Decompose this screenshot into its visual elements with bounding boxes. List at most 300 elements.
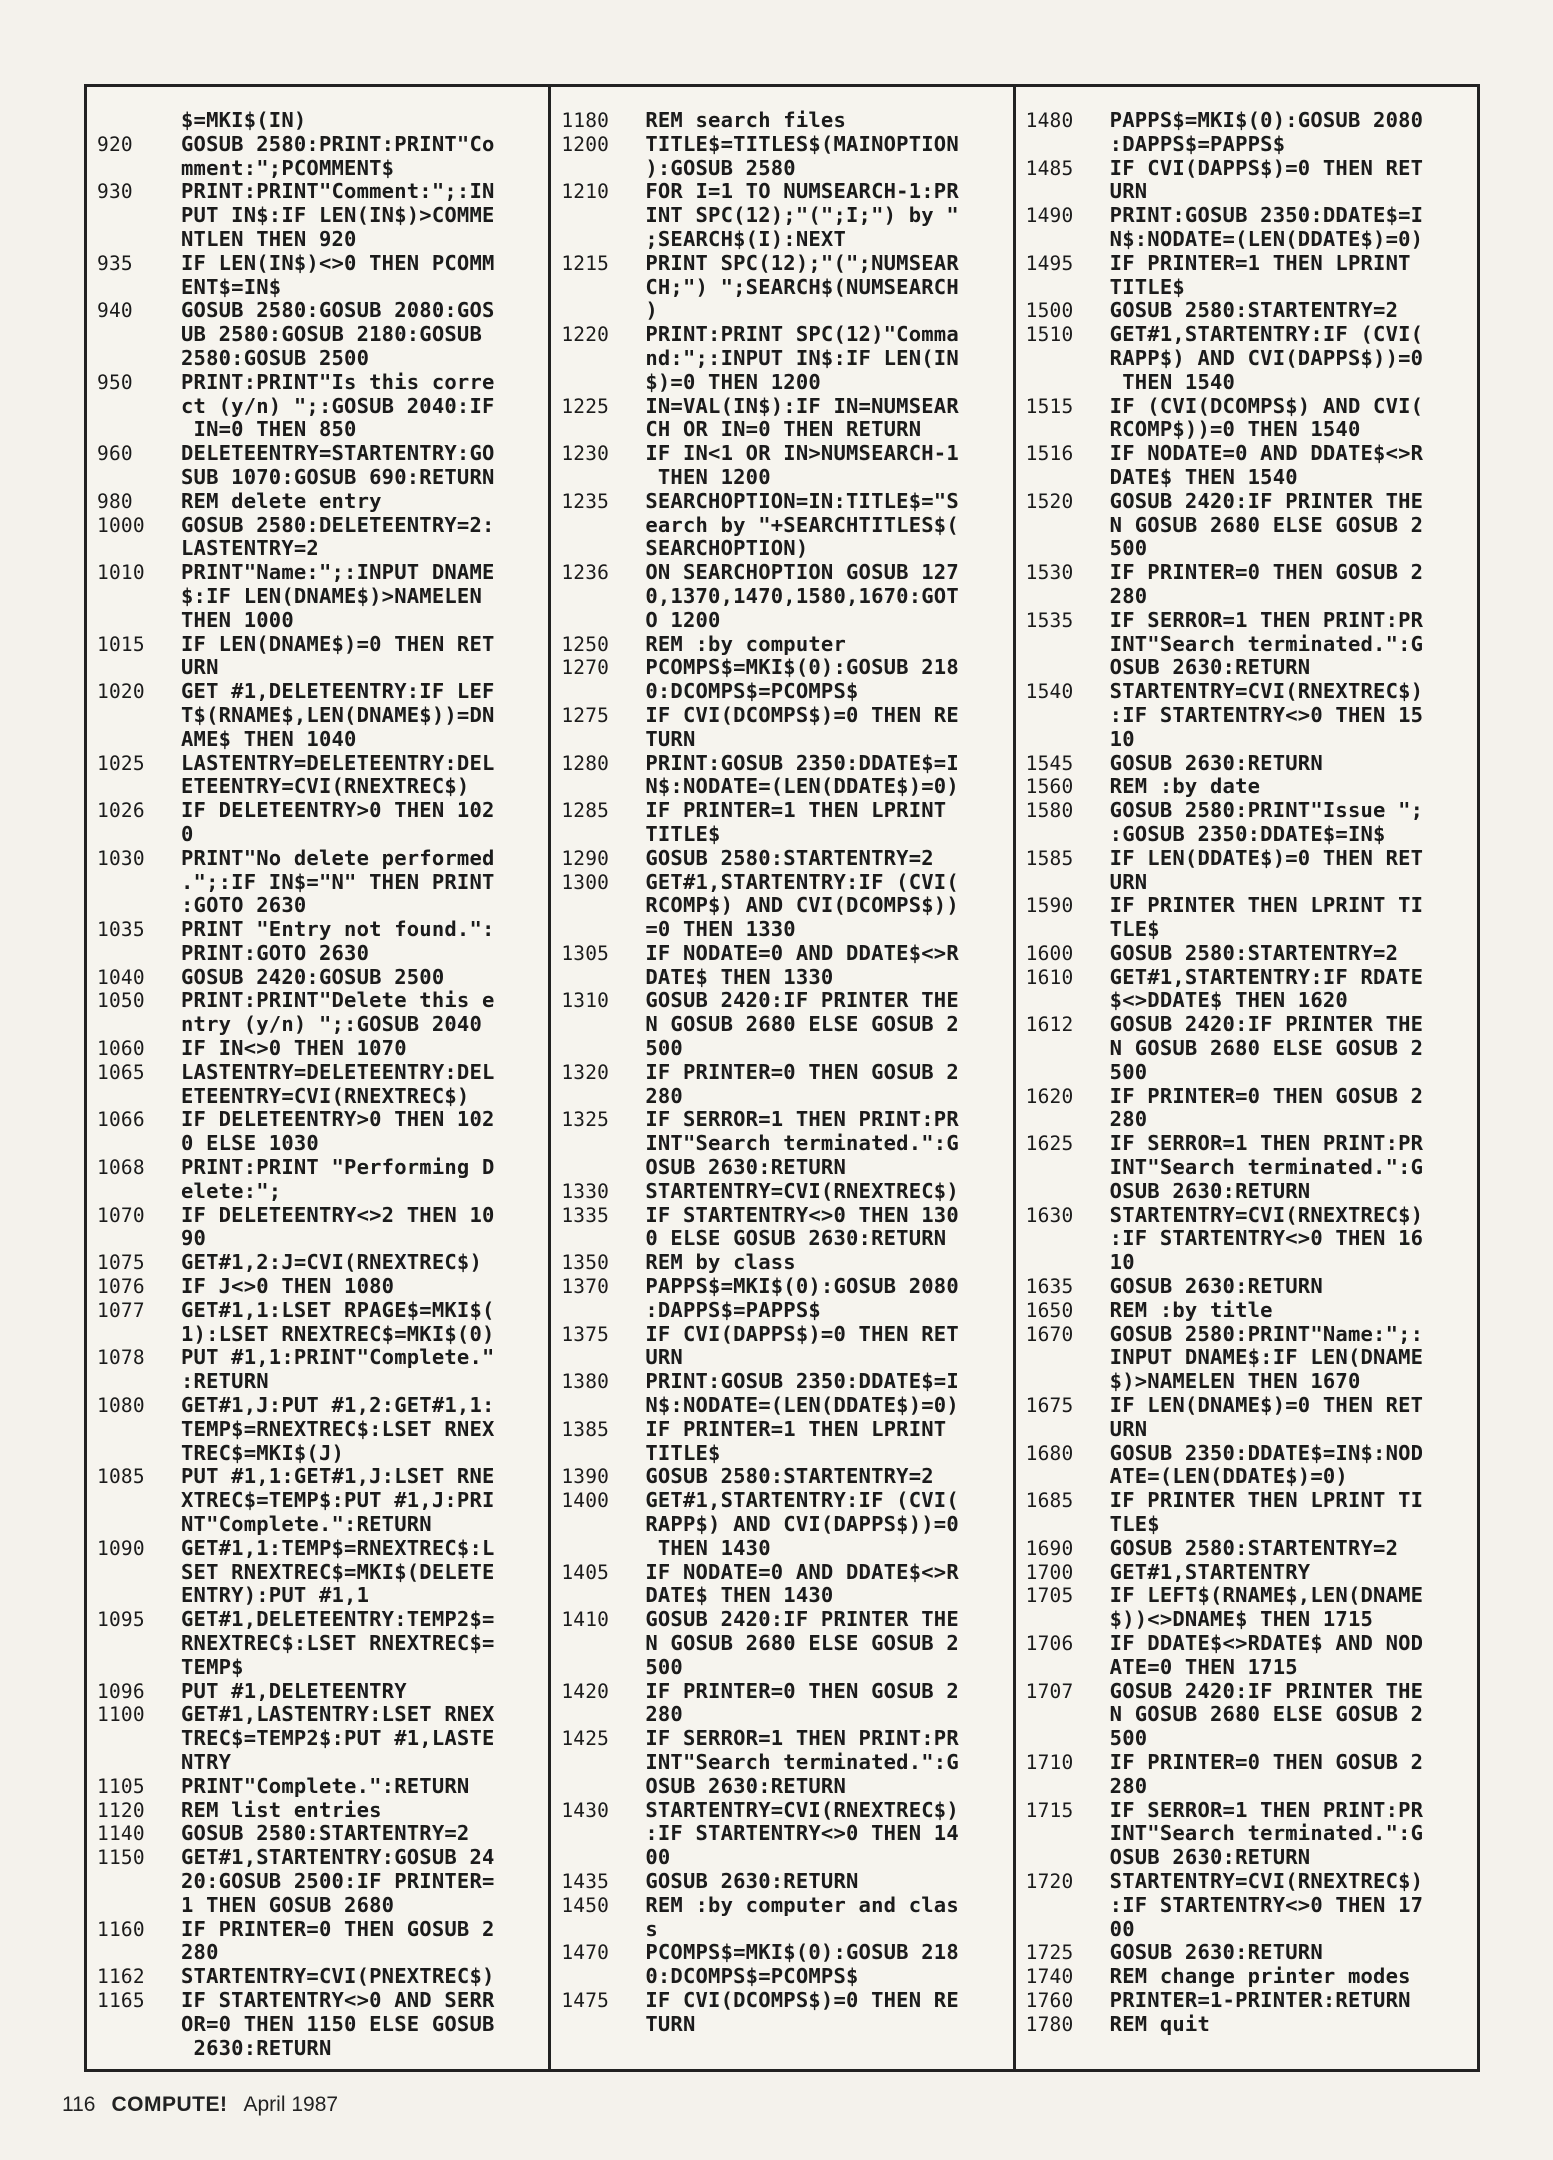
code-line — [97, 1465, 538, 1489]
code-text: ):GOSUB 2580 — [645, 156, 796, 180]
code-text: THEN 1540 — [1109, 370, 1236, 394]
code-text: :GOTO 2630 — [181, 894, 307, 918]
code-text: TURN — [645, 727, 696, 751]
line-number — [1026, 1656, 1110, 1680]
code-line — [1026, 180, 1467, 204]
line-number: 1530 — [1025, 561, 1074, 585]
code-line — [561, 1799, 1002, 1823]
code-text: DATE$ THEN 1330 — [645, 965, 834, 989]
line-number: 1380 — [561, 1370, 610, 1394]
code-line — [1026, 704, 1467, 728]
line-number: 1780 — [1025, 2012, 1074, 2036]
code-text: 280 — [181, 1941, 219, 1965]
code-text: TITLE$ — [645, 822, 721, 846]
line-number: 1715 — [1025, 1798, 1074, 1822]
code-line — [1026, 894, 1467, 918]
line-number — [1026, 585, 1110, 609]
code-line — [1026, 1941, 1467, 1965]
code-line — [561, 2013, 1002, 2037]
code-text: PRINT:PRINT"Is this corre — [181, 370, 495, 394]
code-line — [1026, 537, 1467, 561]
line-number: 1690 — [1025, 1536, 1074, 1560]
code-text: GET#1,STARTENTRY:IF RDATE — [1109, 965, 1424, 989]
code-line — [97, 823, 538, 847]
code-line — [561, 204, 1002, 228]
code-line — [561, 1870, 1002, 1894]
code-text: 0:DCOMPS$=PCOMPS$ — [645, 1965, 859, 1989]
code-text: N GOSUB 2680 ELSE GOSUB 2 — [645, 1632, 959, 1655]
line-number — [97, 395, 181, 419]
line-number: 1560 — [1025, 775, 1074, 799]
code-line — [97, 537, 538, 561]
code-line — [97, 1537, 538, 1561]
code-line — [561, 799, 1002, 823]
code-line — [1026, 1870, 1467, 1894]
code-text: GET #1,DELETEENTRY:IF LEF — [181, 680, 495, 704]
code-line — [97, 942, 538, 966]
code-line — [1026, 252, 1467, 276]
code-text: GOSUB 2420:GOSUB 2500 — [181, 965, 445, 989]
line-number: 1105 — [97, 1774, 145, 1798]
code-line — [97, 966, 538, 990]
code-line — [561, 871, 1002, 895]
line-number: 1650 — [1025, 1298, 1074, 1322]
code-text: N$:NODATE=(LEN(DDATE$)=0) — [645, 1394, 959, 1418]
code-line — [97, 871, 538, 895]
code-text: 2580:GOSUB 2500 — [181, 346, 370, 370]
line-number: 1430 — [561, 1798, 610, 1822]
code-text: mment:";PCOMMENT$ — [181, 156, 395, 180]
line-number — [1026, 371, 1110, 395]
code-line — [97, 1656, 538, 1680]
code-text: 1 THEN GOSUB 2680 — [181, 1893, 395, 1917]
code-text: GOSUB 2580:PRINT"Issue "; — [1109, 799, 1424, 823]
line-number: 1200 — [561, 132, 610, 156]
line-number — [561, 1632, 645, 1656]
code-text: :IF STARTENTRY<>0 THEN 15 — [1109, 703, 1424, 727]
code-text: PAPPS$=MKI$(0):GOSUB 2080 — [645, 1275, 959, 1299]
code-line — [97, 847, 538, 871]
code-line — [561, 1941, 1002, 1965]
code-text: IF LEFT$(RNAME$,LEN(DNAME — [1109, 1584, 1424, 1608]
code-text: IF SERROR=1 THEN PRINT:PR — [645, 1727, 959, 1751]
line-number: 930 — [97, 180, 133, 204]
line-number: 1230 — [561, 442, 610, 466]
code-line — [1026, 1323, 1467, 1347]
code-line — [561, 1513, 1002, 1537]
code-line — [97, 1680, 538, 1704]
line-number — [1026, 133, 1110, 157]
code-text: 0,1370,1470,1580,1670:GOT — [645, 584, 959, 608]
code-line — [561, 490, 1002, 514]
line-number — [97, 1323, 181, 1347]
line-number — [561, 1013, 645, 1037]
code-text: ENTRY):PUT #1,1 — [181, 1584, 370, 1608]
line-number: 1710 — [1025, 1750, 1074, 1774]
code-line — [561, 1465, 1002, 1489]
line-number — [561, 1442, 645, 1466]
code-text: GOSUB 2630:RETURN — [1109, 751, 1323, 775]
code-text: 00 — [1109, 1917, 1135, 1941]
line-number — [97, 1180, 181, 1204]
code-line — [97, 609, 538, 633]
code-line — [1026, 942, 1467, 966]
line-number — [97, 1370, 181, 1394]
issue-date: April 1987 — [243, 2093, 339, 2116]
code-text: GOSUB 2630:RETURN — [1109, 1275, 1323, 1299]
code-line — [561, 1918, 1002, 1942]
line-number: 1025 — [97, 751, 145, 775]
code-text: IF NODATE=0 AND DDATE$<>R — [645, 1560, 959, 1584]
code-text: $<>DDATE$ THEN 1620 — [1109, 989, 1348, 1013]
code-text: TITLE$=TITLES$(MAINOPTION — [645, 132, 959, 156]
code-text: URN — [1109, 870, 1148, 894]
code-line — [1026, 823, 1467, 847]
code-line — [1026, 1275, 1467, 1299]
line-number: 1450 — [561, 1893, 610, 1917]
code-line — [1026, 204, 1467, 228]
code-line — [561, 942, 1002, 966]
code-line — [1026, 1299, 1467, 1323]
code-text: :IF STARTENTRY<>0 THEN 14 — [645, 1822, 959, 1846]
code-text: PRINT:PRINT"Delete this e — [181, 989, 495, 1013]
code-line — [561, 656, 1002, 680]
code-text: 90 — [181, 1227, 207, 1251]
code-text: REM :by date — [1109, 775, 1261, 799]
code-text: IF DELETEENTRY>0 THEN 102 — [181, 1108, 495, 1132]
code-text: IF DELETEENTRY<>2 THEN 10 — [181, 1203, 495, 1227]
line-number — [561, 1227, 645, 1251]
code-text: PRINT:PRINT SPC(12)"Comma — [645, 323, 959, 347]
code-text: 280 — [645, 1084, 683, 1108]
line-number: 1706 — [1025, 1632, 1074, 1655]
line-number: 1760 — [1025, 1988, 1074, 2012]
line-number: 1270 — [561, 656, 610, 680]
code-text: IF CVI(DCOMPS$)=0 THEN RE — [645, 703, 959, 727]
listing-frame — [84, 84, 1480, 2072]
line-number — [97, 871, 181, 895]
code-text: IF PRINTER=0 THEN GOSUB 2 — [1109, 561, 1424, 585]
code-line — [561, 752, 1002, 776]
line-number — [97, 1085, 181, 1109]
code-line — [97, 514, 538, 538]
code-text: 0 — [181, 822, 194, 846]
code-line — [1026, 1370, 1467, 1394]
code-line — [561, 1180, 1002, 1204]
code-line — [1026, 1680, 1467, 1704]
line-number: 1540 — [1025, 680, 1074, 704]
line-number — [1026, 1703, 1110, 1727]
code-line — [1026, 561, 1467, 585]
line-number — [1026, 418, 1110, 442]
code-line — [561, 1037, 1002, 1061]
code-text: $:IF LEN(DNAME$)>NAMELEN — [181, 584, 483, 608]
code-text: IF PRINTER=0 THEN GOSUB 2 — [645, 1679, 959, 1703]
code-text: N GOSUB 2680 ELSE GOSUB 2 — [1109, 1703, 1424, 1727]
code-line — [561, 847, 1002, 871]
code-text: IF PRINTER THEN LPRINT TI — [1109, 894, 1424, 918]
code-line — [1026, 1727, 1467, 1751]
line-number — [561, 1132, 645, 1156]
line-number: 1140 — [97, 1822, 145, 1846]
code-line — [561, 561, 1002, 585]
line-number: 1065 — [97, 1060, 145, 1084]
code-line — [1026, 1418, 1467, 1442]
line-number — [561, 466, 645, 490]
page-number: 116 — [62, 2093, 96, 2116]
line-number: 1470 — [561, 1941, 610, 1965]
code-line — [561, 1346, 1002, 1370]
line-number — [97, 585, 181, 609]
code-text: TEMP$=RNEXTREC$:LSET RNEX — [181, 1417, 495, 1441]
line-number — [97, 1013, 181, 1037]
code-line — [97, 918, 538, 942]
line-number: 1485 — [1025, 156, 1074, 180]
code-text: ct (y/n) ";:GOSUB 2040:IF — [181, 394, 495, 418]
line-number — [561, 918, 645, 942]
code-text: IF LEN(DDATE$)=0 THEN RET — [1109, 846, 1424, 870]
code-text: DATE$ THEN 1540 — [1109, 465, 1298, 489]
line-number: 1625 — [1025, 1132, 1074, 1156]
code-line — [97, 252, 538, 276]
code-text: UB 2580:GOSUB 2180:GOSUB — [181, 323, 483, 347]
line-number — [1026, 1608, 1110, 1632]
line-number — [97, 1941, 181, 1965]
code-text: GOSUB 2580:PRINT:PRINT"Co — [181, 132, 495, 156]
code-text: THEN 1200 — [645, 465, 771, 489]
line-number — [97, 323, 181, 347]
code-text: CH;") ";SEARCH$(NUMSEARCH — [645, 275, 959, 299]
code-text: $)>NAMELEN THEN 1670 — [1109, 1370, 1361, 1394]
code-line — [1026, 728, 1467, 752]
code-line — [1026, 1751, 1467, 1775]
code-text: INT"Search terminated.":G — [1109, 632, 1424, 656]
line-number: 1580 — [1025, 799, 1074, 823]
line-number — [561, 371, 645, 395]
code-text: PCOMPS$=MKI$(0):GOSUB 218 — [645, 656, 959, 680]
code-text: GET#1,STARTENTRY:IF (CVI( — [645, 870, 959, 894]
line-number: 1078 — [97, 1346, 145, 1370]
line-number — [561, 1656, 645, 1680]
code-text: elete:"; — [181, 1179, 282, 1203]
line-number: 1520 — [1025, 489, 1074, 513]
code-line — [561, 1656, 1002, 1680]
line-number — [561, 299, 645, 323]
line-number — [97, 1227, 181, 1251]
code-line — [1026, 1085, 1467, 1109]
line-number: 960 — [97, 442, 133, 466]
code-line — [1026, 918, 1467, 942]
line-number — [97, 704, 181, 728]
line-number: 1740 — [1025, 1965, 1074, 1989]
code-line — [97, 228, 538, 252]
code-line — [561, 1275, 1002, 1299]
code-text: ntry (y/n) ";:GOSUB 2040 — [181, 1013, 483, 1037]
line-number — [1026, 347, 1110, 371]
code-text: SEARCHOPTION=IN:TITLE$="S — [645, 489, 959, 513]
line-number — [561, 1918, 645, 1942]
code-text: REM :by computer — [645, 632, 847, 656]
line-number — [97, 276, 181, 300]
line-number: 1160 — [97, 1917, 145, 1941]
line-number — [561, 2013, 645, 2037]
code-text: STARTENTRY=CVI(RNEXTREC$) — [1109, 1869, 1424, 1893]
code-line — [97, 1489, 538, 1513]
code-text: TLE$ — [1109, 918, 1160, 942]
line-number — [1026, 1846, 1110, 1870]
code-text: STARTENTRY=CVI(RNEXTREC$) — [1109, 1203, 1424, 1227]
code-line — [1026, 1227, 1467, 1251]
line-number: 1515 — [1025, 394, 1074, 418]
code-text: TEMP$ — [181, 1655, 244, 1679]
code-text: IF PRINTER=0 THEN GOSUB 2 — [181, 1917, 495, 1941]
line-number — [97, 347, 181, 371]
line-number: 1235 — [561, 489, 610, 513]
code-text: INT"Search terminated.":G — [1109, 1156, 1424, 1180]
line-number: 1707 — [1025, 1679, 1074, 1703]
code-text: IF STARTENTRY<>0 AND SERR — [181, 1988, 495, 2012]
line-number — [1026, 1822, 1110, 1846]
code-line — [1026, 1108, 1467, 1132]
code-text: OSUB 2630:RETURN — [1109, 1179, 1311, 1203]
code-text: TURN — [645, 2012, 696, 2036]
line-number: 1405 — [561, 1560, 610, 1584]
line-number — [1026, 1108, 1110, 1132]
line-number: 1220 — [561, 323, 610, 347]
code-line — [97, 633, 538, 657]
line-number: 1685 — [1025, 1489, 1074, 1513]
code-text: RNEXTREC$:LSET RNEXTREC$= — [181, 1632, 495, 1655]
code-line — [561, 133, 1002, 157]
code-text: IF LEN(DNAME$)=0 THEN RET — [181, 632, 495, 656]
code-text: 500 — [1109, 1060, 1148, 1084]
line-number — [1026, 1513, 1110, 1537]
code-line — [97, 1632, 538, 1656]
line-number: 1495 — [1025, 251, 1074, 275]
code-line — [1026, 1989, 1467, 2013]
code-text: GET#1,STARTENTRY — [1109, 1560, 1311, 1584]
line-number: 1350 — [561, 1251, 610, 1275]
code-line — [1026, 1489, 1467, 1513]
code-line — [1026, 1608, 1467, 1632]
line-number — [1026, 1061, 1110, 1085]
line-number: 1077 — [97, 1298, 145, 1322]
code-line — [1026, 799, 1467, 823]
code-text: TREC$=TEMP2$:PUT #1,LASTE — [181, 1727, 495, 1751]
code-line — [1026, 1561, 1467, 1585]
code-line — [97, 752, 538, 776]
code-line — [561, 1561, 1002, 1585]
code-text: IF PRINTER=1 THEN LPRINT — [1109, 251, 1411, 275]
line-number: 1500 — [1025, 299, 1074, 323]
code-line — [1026, 775, 1467, 799]
code-line — [1026, 395, 1467, 419]
line-number: 980 — [97, 489, 133, 513]
code-line — [97, 157, 538, 181]
line-number: 1480 — [1025, 109, 1074, 132]
code-text: 500 — [1109, 537, 1148, 561]
line-number: 1325 — [561, 1108, 610, 1132]
code-text: IF NODATE=0 AND DDATE$<>R — [1109, 442, 1424, 466]
code-text: INT"Search terminated.":G — [1109, 1822, 1424, 1846]
code-text: IF J<>0 THEN 1080 — [181, 1275, 395, 1299]
code-text: REM by class — [645, 1251, 796, 1275]
code-text: GET#1,STARTENTRY:GOSUB 24 — [181, 1846, 495, 1870]
line-number — [97, 418, 181, 442]
code-text: IF LEN(IN$)<>0 THEN PCOMM — [181, 251, 495, 275]
code-line — [561, 180, 1002, 204]
code-line — [561, 1680, 1002, 1704]
line-number — [1026, 633, 1110, 657]
line-number: 1310 — [561, 989, 610, 1013]
code-line — [97, 299, 538, 323]
code-text: :GOSUB 2350:DDATE$=IN$ — [1109, 822, 1386, 846]
line-number — [97, 1442, 181, 1466]
line-number — [97, 1132, 181, 1156]
code-text: ;SEARCH$(I):NEXT — [645, 227, 847, 251]
code-text: THEN 1000 — [181, 608, 294, 632]
code-text: GOSUB 2420:IF PRINTER THE — [645, 1608, 959, 1632]
code-text: IF NODATE=0 AND DDATE$<>R — [645, 941, 959, 965]
line-number: 1490 — [1025, 204, 1074, 228]
code-text: :RETURN — [181, 1370, 269, 1394]
line-number: 1335 — [561, 1203, 610, 1227]
line-number: 1375 — [561, 1322, 610, 1346]
code-line — [561, 609, 1002, 633]
code-line — [561, 989, 1002, 1013]
code-line — [97, 1061, 538, 1085]
line-number: 1320 — [561, 1060, 610, 1084]
code-line — [97, 1346, 538, 1370]
code-line — [1026, 1251, 1467, 1275]
code-line — [97, 276, 538, 300]
code-line — [1026, 1822, 1467, 1846]
line-number — [1026, 989, 1110, 1013]
code-text: GOSUB 2580:DELETEENTRY=2: — [181, 513, 495, 537]
line-number — [561, 966, 645, 990]
line-number — [1026, 728, 1110, 752]
code-text: IF SERROR=1 THEN PRINT:PR — [1109, 608, 1424, 632]
code-text: IF DDATE$<>RDATE$ AND NOD — [1109, 1632, 1424, 1655]
code-line — [1026, 585, 1467, 609]
line-number — [97, 656, 181, 680]
line-number — [561, 347, 645, 371]
code-line — [97, 1394, 538, 1418]
line-number: 1675 — [1025, 1394, 1074, 1418]
code-text: N$:NODATE=(LEN(DDATE$)=0) — [645, 775, 959, 799]
code-line — [97, 442, 538, 466]
code-text: 2630:RETURN — [181, 2036, 332, 2060]
line-number — [561, 1394, 645, 1418]
code-line — [1026, 966, 1467, 990]
code-line — [561, 1608, 1002, 1632]
line-number — [561, 1037, 645, 1061]
code-line — [561, 918, 1002, 942]
code-text: GOSUB 2580:GOSUB 2080:GOS — [181, 299, 495, 323]
code-line — [1026, 323, 1467, 347]
code-text: N GOSUB 2680 ELSE GOSUB 2 — [1109, 1037, 1424, 1061]
code-text: INT"Search terminated.":G — [645, 1132, 959, 1156]
code-text: IF SERROR=1 THEN PRINT:PR — [1109, 1132, 1424, 1156]
code-text: 0 ELSE GOSUB 2630:RETURN — [645, 1227, 947, 1251]
code-line — [97, 1751, 538, 1775]
code-line — [1026, 1394, 1467, 1418]
code-line — [1026, 656, 1467, 680]
line-number — [97, 1632, 181, 1656]
code-line — [97, 799, 538, 823]
code-text: GOSUB 2630:RETURN — [1109, 1941, 1323, 1965]
line-number: 1035 — [97, 918, 145, 942]
